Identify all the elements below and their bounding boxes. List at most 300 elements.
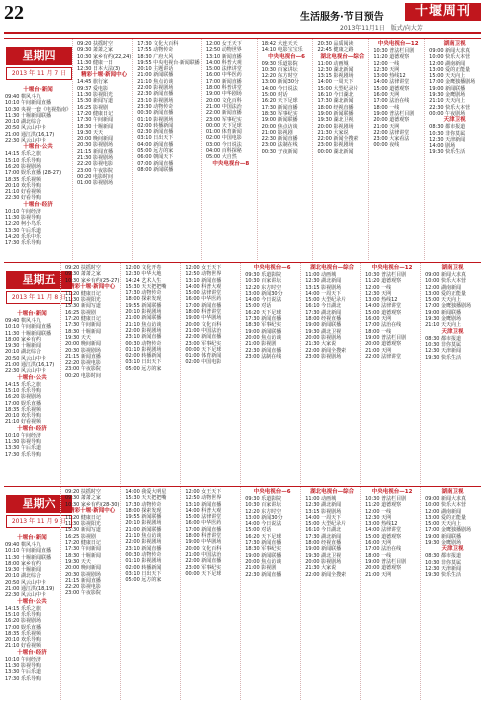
- program-listing: 01:10 影视剧场: [125, 558, 162, 565]
- schedule-column: [364, 487, 421, 700]
- program-listing: 15:10 乐乐导购: [5, 387, 41, 394]
- program-listing: 12:00 女王天下: [185, 265, 222, 271]
- program-listing: 14:10 电影宝宝乐: [261, 47, 303, 54]
- program-listing: 17:00 新闻直播: [185, 526, 222, 533]
- program-listing: 10:30 非你莫属: [425, 559, 462, 566]
- program-listing: 11:30 影视阳光: [64, 521, 101, 528]
- program-listing: 13:30 午后乐道: [5, 227, 41, 234]
- program-listing: 20:10 欢乐导购: [5, 182, 41, 189]
- program-listing: 17:55 动物传奇: [137, 47, 174, 54]
- program-listing: 19:30 天天: [77, 129, 103, 136]
- channel-heading: 精彩十堰·新闻中心: [69, 507, 116, 514]
- day-name: 星期五: [6, 271, 72, 289]
- program-listing: 22:00 新闻全搜索: [305, 571, 347, 578]
- program-listing: 00:00 夜线: [373, 142, 400, 149]
- program-listing: 22:30 风云山中卡: [5, 592, 46, 599]
- day-date: 2013 年 11 月 7 日: [6, 67, 72, 80]
- program-listing: 15:00 天天向上: [425, 521, 462, 528]
- program-listing: 08:30 都市报道: [429, 124, 466, 131]
- program-listing: 21:30 大家说: [305, 565, 337, 572]
- program-listing: 16:20 天下足球: [261, 98, 298, 105]
- program-listing: 23:10 影视剧场: [137, 97, 174, 104]
- program-listing: 15:00 大型纪录片: [305, 297, 347, 304]
- program-listing: 22:00 影视剧场: [125, 539, 162, 546]
- program-listing: 15:00 对话: [245, 303, 272, 310]
- program-listing: 14:00 剧场: [429, 143, 456, 150]
- schedule-column: [244, 487, 301, 700]
- program-listing: 10:30 百家讲坛: [245, 502, 282, 509]
- header-rule: [4, 32, 481, 34]
- program-listing: 02:00 转播新闻: [125, 353, 162, 360]
- program-listing: 14:15 乐乐之旅: [5, 605, 41, 612]
- program-listing: 21:00 中国法治: [205, 103, 242, 110]
- schedule-column: [184, 263, 241, 484]
- program-listing: 04:00 新闻直播: [137, 141, 174, 148]
- schedule-column: [4, 39, 73, 260]
- program-listing: 19:30 湖北卫视: [305, 328, 342, 335]
- program-listing: 23:00 法制在线: [245, 353, 282, 360]
- program-listing: 17:30 湖北新闻: [305, 533, 342, 540]
- program-listing: 20:00 影视剧场: [305, 334, 342, 341]
- program-listing: 10:10 午间新闻直播: [5, 100, 51, 107]
- program-listing: 21:10 焦点访谈: [125, 321, 162, 328]
- program-listing: 11:30 影视导购: [5, 439, 41, 446]
- program-listing: 23:00 影视剧场: [305, 353, 342, 360]
- schedule-column: [124, 263, 181, 484]
- program-listing: 17:30 新闻直播: [245, 540, 282, 547]
- program-listing: 16:20 影视剧场: [5, 394, 41, 401]
- program-listing: 22:30 新闻直播: [137, 91, 174, 98]
- program-listing: 17:00 金鹰独播剧场: [429, 79, 476, 86]
- program-listing: 18:00 科普讲堂: [185, 309, 222, 316]
- program-listing: 13:00 爱的正能量: [429, 66, 471, 73]
- program-listing: 09:00 新闻大求真: [425, 496, 467, 502]
- program-listing: 08:30 都市报道: [425, 553, 462, 560]
- program-listing: 01:00 体育新闻: [205, 129, 242, 136]
- program-listing: 12:00 湖南新闻: [425, 284, 462, 291]
- program-listing: 10:00 快乐大本营: [429, 54, 471, 61]
- channel-heading: 中央电视台—8: [212, 160, 250, 167]
- program-listing: 20:00 文化百科: [185, 321, 222, 328]
- program-listing: 15:30 天天把把嘴: [125, 495, 167, 502]
- program-listing: 19:55 中央电视台·新闻联播: [137, 59, 200, 66]
- program-listing: 03:10 日出天下: [125, 359, 162, 366]
- program-listing: 13:00 热线12: [365, 521, 398, 528]
- program-listing: 20:00 晚间新闻: [64, 341, 101, 348]
- program-listing: 07:00 新闻直播: [137, 160, 174, 167]
- program-listing: 20:00 道德观察: [365, 565, 402, 572]
- program-listing: 20:10 影视剧场: [125, 309, 162, 316]
- program-listing: 13:00 新闻30分: [245, 290, 283, 297]
- program-listing: 22:45 健康之路: [317, 47, 354, 54]
- masthead-logo: 十堰周刊: [405, 3, 481, 21]
- program-listing: 20:30 品质阅读: [317, 41, 354, 47]
- program-listing: 18:35 乐乐视频: [5, 630, 41, 637]
- program-listing: 14:00 一周天下: [305, 514, 342, 521]
- program-listing: 14:00 科普大观: [205, 59, 242, 66]
- program-listing: 13:15 影视剧场: [305, 508, 342, 515]
- program-listing: 10:30 普法栏目剧: [365, 272, 407, 278]
- program-listing: 22:20 影视电影: [77, 161, 113, 168]
- program-listing: 03:00 今日说法: [205, 141, 242, 148]
- program-listing: 16:00 天网: [373, 92, 400, 99]
- program-listing: 10:30 家乡有约(22,24): [77, 53, 132, 60]
- program-listing: 14:00 法律讲堂: [373, 79, 410, 86]
- program-listing: 16:20 天下足球: [245, 309, 282, 316]
- schedule-column: [304, 487, 361, 700]
- program-listing: 20:10 湖北综合: [5, 573, 41, 580]
- program-listing: 16:20 影视剧场: [5, 163, 41, 170]
- schedule-column: [261, 39, 314, 260]
- program-listing: 10:30 家乡有约(28-30): [64, 501, 120, 508]
- program-listing: 05:00 大自然: [205, 154, 237, 161]
- day-block-saturday: [4, 486, 481, 700]
- program-listing: 17:30 动物传奇: [125, 290, 162, 297]
- program-listing: 16:00 中华医药: [185, 520, 222, 527]
- program-listing: 11:30 影视导购: [5, 215, 41, 222]
- program-listing: 18:30 军事纪实: [245, 322, 282, 329]
- program-listing: 17:30 乐乐导购: [5, 240, 41, 247]
- program-listing: 11:20 健康日记: [64, 514, 101, 521]
- program-listing: 21:00 影视剧: [245, 565, 277, 572]
- day-block-thursday: [4, 38, 481, 260]
- program-listing: 10:30 普法栏目剧: [365, 496, 407, 502]
- program-listing: 08:30 都市报道: [425, 335, 462, 342]
- program-listing: 21:00 通江洪(18,19): [5, 586, 55, 593]
- program-listing: 16:25 影视剧: [77, 104, 108, 111]
- program-listing: 23:00 军事纪实: [185, 564, 222, 571]
- program-listing: 22:00 新闻全搜索: [317, 136, 359, 143]
- day-block-friday: [4, 262, 481, 484]
- program-listing: 10:30 普法栏目剧: [373, 48, 415, 54]
- program-listing: 12:00 湖南新闻: [429, 60, 466, 67]
- program-listing: 10:10 午间经济: [5, 656, 41, 663]
- channel-heading: 十堰台·经济: [17, 649, 47, 656]
- program-listing: 00:00 天下足球: [185, 346, 222, 353]
- channel-heading: 十堰台·新闻: [17, 311, 47, 317]
- program-listing: 20:00 文化百科: [205, 97, 242, 104]
- program-listing: 17:30 动物传奇: [125, 501, 162, 508]
- program-listing: 17:30 湖北新闻: [317, 98, 354, 105]
- day-date: 2013 年 11 月 8 日: [6, 291, 72, 304]
- program-listing: 15:00 道德观察: [365, 533, 402, 540]
- program-listing: 12:00 女王天下: [205, 41, 242, 47]
- schedule-column: [424, 263, 481, 484]
- program-listing: 10:10 午间经济: [5, 208, 41, 215]
- program-listing: 02:00 中国电影: [185, 359, 222, 366]
- program-listing: 15:00 法律讲堂: [205, 66, 242, 73]
- program-listing: 22:00 影视剧场: [137, 85, 174, 92]
- program-listing: 10:30 百家讲坛: [245, 278, 282, 285]
- program-listing: 16:20 影视剧场: [5, 618, 41, 625]
- program-listing: 21:10 好看视频: [5, 419, 41, 426]
- program-listing: 15:30 新闻写道: [64, 527, 101, 534]
- program-listing: 19:00 新闻联播: [425, 533, 462, 540]
- program-listing: 21:00 通江洪(16,17): [5, 362, 55, 369]
- channel-heading: 湖南卫视: [441, 265, 464, 271]
- program-listing: 12:30 天津新闻: [429, 136, 466, 143]
- program-listing: 20:30 影视剧场: [64, 571, 101, 578]
- program-listing: 22:00 新闻直播: [185, 558, 222, 565]
- program-listing: 19:30 金鹰剧场: [429, 92, 466, 99]
- program-listing: 10:30 非你莫属: [425, 341, 462, 348]
- program-listing: 22:30 快乐大本营: [429, 104, 471, 111]
- program-listing: 18:00 一线: [365, 328, 392, 335]
- schedule-column: [64, 487, 121, 700]
- program-listing: 12:00 女王天下: [185, 489, 222, 495]
- schedule-column: [4, 487, 61, 700]
- program-listing: 19:00 中华剧场: [185, 315, 222, 322]
- program-listing: 19:00 新闻联播: [245, 328, 282, 335]
- program-listing: 14:00 法律讲堂: [365, 303, 402, 310]
- program-listing: 20:00 焦点访谈: [261, 123, 298, 130]
- channel-heading: 湖北电视台—综合: [320, 53, 365, 60]
- channel-heading: 天津卫视: [443, 117, 466, 124]
- program-listing: 00:30 动物传奇: [125, 340, 162, 347]
- program-listing: 22:30 风云山中卡: [5, 368, 46, 375]
- program-listing: 21:30 影视剧场: [77, 155, 113, 162]
- program-listing: 15:00 对话: [245, 527, 272, 534]
- program-listing: 13:00 新闻30分: [245, 514, 283, 521]
- program-listing: 16:00 天网: [365, 316, 392, 323]
- program-listing: 20:00 道德观察: [373, 117, 410, 124]
- program-listing: 14:15 乐乐之旅: [5, 151, 41, 158]
- program-listing: 02:00 转播新闻: [125, 564, 162, 571]
- program-listing: 17:30 湖北新闻: [305, 309, 342, 316]
- program-listing: 15:00 天天向上: [429, 73, 466, 80]
- schedule-column: [364, 263, 421, 484]
- program-listing: 14:00 科普大观: [185, 507, 222, 514]
- channel-heading: 天津卫视: [441, 546, 464, 553]
- program-listing: 11:30 影视阳光: [64, 297, 101, 304]
- program-listing: 22:00 影视剧场: [125, 327, 162, 334]
- program-listing: 20:10 湖北综合: [5, 119, 41, 126]
- program-listing: 21:00 影视剧: [261, 129, 293, 136]
- section-title: 生活服务·节目预告: [300, 12, 384, 23]
- program-listing: 20:00 道德观察: [365, 341, 402, 348]
- program-listing: 17:00 娱乐直播: [5, 400, 41, 407]
- program-listing: 17:20 健康日记: [77, 110, 113, 117]
- schedule-column: [124, 487, 181, 700]
- program-listing: 21:10 好看视频: [5, 189, 41, 196]
- program-listing: 11:00 动画城: [305, 272, 337, 278]
- program-listing: 01:10 影视剧场: [137, 116, 174, 123]
- program-listing: 12:50 动物世界: [205, 47, 242, 54]
- program-listing: 09:30 乐道影院: [261, 60, 298, 67]
- program-listing: 19:00 新闻联播: [245, 552, 282, 559]
- program-listing: 12:30 湖北新闻: [305, 278, 342, 285]
- program-listing: 09:00 新闻大求真: [429, 48, 471, 54]
- program-listing: 17:00 法治在线: [365, 546, 402, 553]
- program-listing: 14:00 一周天下: [317, 79, 354, 86]
- program-listing: 20:10 欢乐导购: [5, 413, 41, 420]
- program-listing: 20:30 影视剧场: [64, 347, 101, 354]
- program-listing: 14:24 艺术人生: [125, 277, 162, 284]
- program-listing: 11:20 道德观察: [373, 54, 410, 61]
- program-listing: 16:10 今日湖北: [305, 303, 342, 310]
- program-listing: 17:30 乐乐导购: [5, 675, 41, 682]
- channel-heading: 湖南卫视: [441, 489, 464, 495]
- program-listing: 22:30 好看导购: [5, 195, 41, 202]
- program-listing: 18:00 经视直播: [305, 316, 342, 323]
- program-listing: 09:30 乐道影院: [245, 272, 282, 278]
- program-listing: 17:00 新闻直播: [185, 302, 222, 309]
- schedule-column: [76, 39, 133, 260]
- program-listing: 19:00 新闻联播: [317, 110, 354, 117]
- program-listing: 12:30 天网: [373, 66, 400, 73]
- program-listing: 22:00 法律讲堂: [365, 353, 402, 360]
- program-listing: 09:20 扶摇时空: [64, 265, 101, 271]
- program-listing: 15:00 法律讲堂: [185, 514, 222, 521]
- program-listing: 11:20 道德观察: [365, 502, 402, 509]
- program-listing: 15:30 天天把把嘴: [125, 283, 167, 290]
- program-listing: 16:00 天网: [365, 540, 392, 547]
- program-listing: 22:30 新闻直播: [261, 136, 298, 143]
- program-listing: 17:00 娱乐直播 (28-27): [5, 170, 62, 177]
- program-listing: 09:40 棋风斗九: [5, 318, 41, 324]
- program-listing: 13:10 新闻直播: [185, 501, 222, 508]
- program-listing: 01:00 影视剧场: [77, 180, 113, 187]
- program-listing: 23:10 新闻直播: [125, 545, 162, 552]
- program-listing: 10:30 央视一套《电视指南》: [5, 106, 71, 113]
- program-listing: 11:20 健康日记: [64, 290, 101, 297]
- program-listing: 23:10 新闻直播: [125, 334, 162, 341]
- program-listing: 18:30 十堰新闻: [77, 123, 113, 130]
- program-listing: 13:00 新闻30分: [261, 79, 300, 86]
- program-listing: 10:30 百家讲坛: [261, 66, 298, 73]
- program-listing: 00:00 湖北新闻: [317, 148, 354, 155]
- program-listing: 09:30 萧萧之家: [77, 47, 113, 54]
- program-listing: 13:30 午后乐道: [5, 669, 41, 676]
- program-listing: 02:30 新闻直播: [137, 129, 174, 136]
- program-listing: 05:00 远方的家: [137, 148, 174, 155]
- schedule-column: [304, 263, 361, 484]
- program-listing: 12:30 天网: [365, 514, 392, 521]
- program-listing: 15:10 乐乐导购: [5, 157, 41, 164]
- program-listing: 20:50 风云山中卡: [5, 579, 46, 586]
- program-listing: 16:10 今日湖北: [305, 527, 342, 534]
- program-listing: 19:30 十堰新闻: [5, 567, 41, 574]
- program-listing: 18:00 科普讲堂: [185, 533, 222, 540]
- program-listing: 01:10 影视剧场: [125, 346, 162, 353]
- program-listing: 14:00 法律讲堂: [365, 527, 402, 534]
- program-listing: 09:40 棋风斗九: [5, 94, 41, 100]
- program-listing: 22:00 新闻全搜索: [305, 347, 347, 354]
- program-listing: 19:00 中华剧场: [205, 91, 242, 98]
- program-listing: 09:30 乐道影院: [245, 496, 282, 502]
- program-listing: 16:25 影视剧: [64, 533, 96, 540]
- program-listing: 09:30 萧萧之家: [64, 495, 101, 502]
- program-listing: 23:00 军事纪实: [205, 116, 242, 123]
- program-listing: 12:50 动物世界: [185, 271, 222, 278]
- program-listing: 14:45 旅行家: [77, 79, 108, 86]
- program-listing: 15:00 法律讲堂: [185, 290, 222, 297]
- program-listing: 18:00 一线: [365, 552, 392, 559]
- program-listing: 23:30 动物传奇: [137, 103, 174, 110]
- program-listing: 19:00 普法栏目剧: [365, 334, 407, 341]
- program-listing: 22:20 影视电影: [64, 584, 101, 591]
- channel-heading: 十堰台·经济: [23, 201, 53, 208]
- program-listing: 17:00 法治在线: [373, 98, 410, 105]
- program-listing: 18:42 大连天天: [261, 41, 298, 47]
- program-listing: 05:00 远方的家: [125, 577, 162, 584]
- program-listing: 13:10 新闻直播: [205, 53, 242, 60]
- program-listing: 16:25 影视剧: [64, 309, 96, 316]
- program-listing: 18:00 家乡有约: [5, 560, 41, 567]
- program-listing: 09:40 棋风斗九: [5, 542, 41, 548]
- program-listing: 19:30 湖北卫视: [305, 552, 342, 559]
- program-listing: 20:00 文化百科: [185, 545, 222, 552]
- program-listing: 02:00 转播新闻: [137, 122, 174, 129]
- program-listing: 18:00 家乡有约: [5, 336, 41, 343]
- program-listing: 10:10 午间新闻直播: [5, 324, 51, 331]
- program-listing: 12:00 一线: [365, 508, 392, 515]
- program-listing: 11:30 十堰新闻联播: [5, 112, 51, 119]
- channel-heading: 十堰台·公共: [17, 598, 47, 605]
- program-listing: 21:15 新闻直播: [64, 577, 101, 584]
- program-listing: 12:00 一线: [373, 60, 400, 67]
- program-listing: 14:00 我爱大明星: [125, 489, 167, 495]
- program-listing: 12:00 一线: [365, 284, 392, 291]
- schedule-column: [316, 39, 369, 260]
- program-listing: 19:30 快乐生活: [425, 354, 462, 361]
- program-listing: 21:10 天天向上: [425, 322, 462, 329]
- program-listing: 20:10 湖北综合: [5, 349, 41, 356]
- program-listing: 15:00 对话: [261, 92, 288, 99]
- program-listing: 00:30 动物传奇: [125, 551, 162, 558]
- page-header: [0, 0, 485, 34]
- program-listing: 20:30 影视剧场: [77, 142, 113, 149]
- program-listing: 21:00 天网: [373, 123, 400, 130]
- program-listing: 20:00 焦点访谈: [245, 334, 282, 341]
- schedule-column: [205, 39, 258, 260]
- day-name: 星期六: [6, 495, 72, 513]
- schedule-column: [4, 263, 61, 484]
- program-listing: 19:30 金鹰剧场: [425, 316, 462, 323]
- program-listing: 20:50 风云山中卡: [5, 355, 46, 362]
- program-listing: 18:00 经视直播: [317, 104, 354, 111]
- program-listing: 19:30 十堰新闻: [5, 343, 41, 350]
- program-listing: 10:10 午间新闻直播: [5, 548, 51, 555]
- program-listing: 12:20 柯小鸟乐: [5, 221, 41, 228]
- program-listing: 17:20 健康日记: [64, 316, 101, 323]
- schedule-column: [424, 487, 481, 700]
- channel-heading: 中央电视台—6: [268, 53, 305, 60]
- program-listing: 14:00 一周天下: [305, 290, 342, 297]
- program-listing: 21:00 中国法治: [185, 551, 222, 558]
- program-listing: 03:10 日出天下: [125, 570, 162, 577]
- program-listing: 22:30 风云山中卡: [5, 138, 46, 145]
- day-name: 星期四: [6, 47, 72, 65]
- program-listing: 03:10 日出天下: [137, 135, 174, 142]
- program-listing: 15:10 乐乐导购: [5, 611, 41, 618]
- program-listing: 17:30 乐乐导购: [5, 451, 41, 458]
- program-listing: 10:10 午间经济: [5, 432, 41, 439]
- program-listing: 19:00 新闻联播: [429, 85, 466, 92]
- program-listing: 13:00 热线12: [365, 297, 398, 304]
- program-listing: 13:00 热线12: [373, 73, 406, 80]
- program-listing: 11:00 动画城: [317, 60, 349, 67]
- program-listing: 18:00 探索发现: [125, 296, 162, 303]
- program-listing: 18:30 十堰新闻: [64, 328, 101, 335]
- program-listing: 12:30 天津新闻: [425, 565, 462, 572]
- program-listing: 18:30 广府大风: [137, 53, 174, 60]
- program-listing: 21:10 焦点访谈: [137, 78, 174, 85]
- program-listing: 21:00 天网: [365, 571, 392, 578]
- program-listing: 20:00 影视剧场: [305, 558, 342, 565]
- program-listing: 19:00 新闻联播: [425, 309, 462, 316]
- program-listing: 17:00 娱乐直播: [5, 624, 41, 631]
